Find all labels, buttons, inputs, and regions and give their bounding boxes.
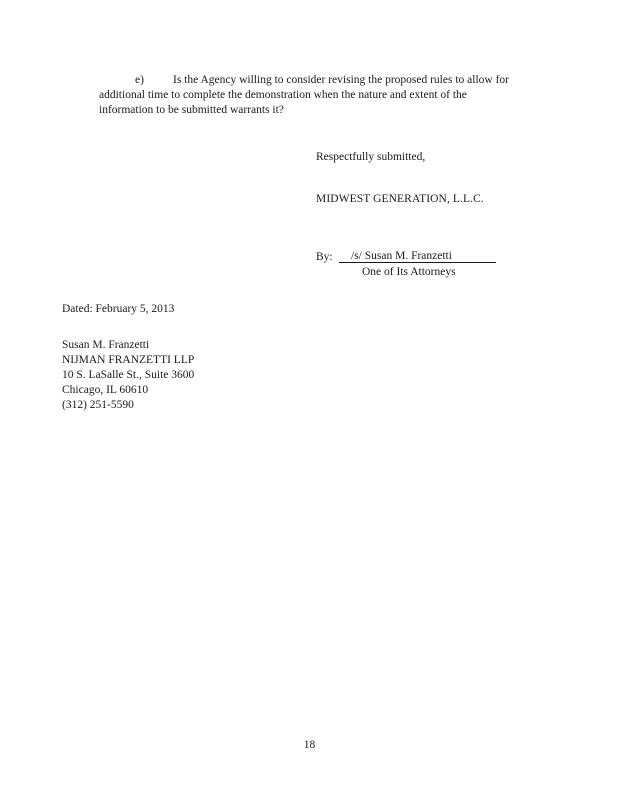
counsel-address-block: [62, 338, 194, 413]
counsel-city: Chicago, IL 60610: [62, 384, 149, 396]
question-text-line-2: additional time to complete the demonstration when the nature and extent of the: [99, 89, 467, 101]
question-text-line-1: Is the Agency willing to consider revising the proposed rules to allow for: [173, 74, 509, 86]
signature-line: /s/ Susan M. Franzetti: [339, 250, 496, 263]
question-marker: e): [135, 74, 144, 86]
signer-role: One of Its Attorneys: [362, 266, 456, 278]
counsel-name: Susan M. Franzetti: [62, 339, 150, 351]
question-text-line-3: information to be submitted warrants it?: [99, 104, 284, 116]
date-line: Dated: February 5, 2013: [62, 303, 175, 315]
counsel-firm: NIJMAN FRANZETTI LLP: [62, 354, 195, 366]
counsel-street: 10 S. LaSalle St., Suite 3600: [62, 369, 195, 381]
closing-salutation: Respectfully submitted,: [316, 151, 426, 163]
counsel-phone: (312) 251-5590: [62, 399, 134, 411]
client-firm-name: MIDWEST GENERATION, L.L.C.: [316, 193, 484, 205]
by-label: By:: [316, 251, 333, 263]
page-number: 18: [303, 739, 316, 751]
